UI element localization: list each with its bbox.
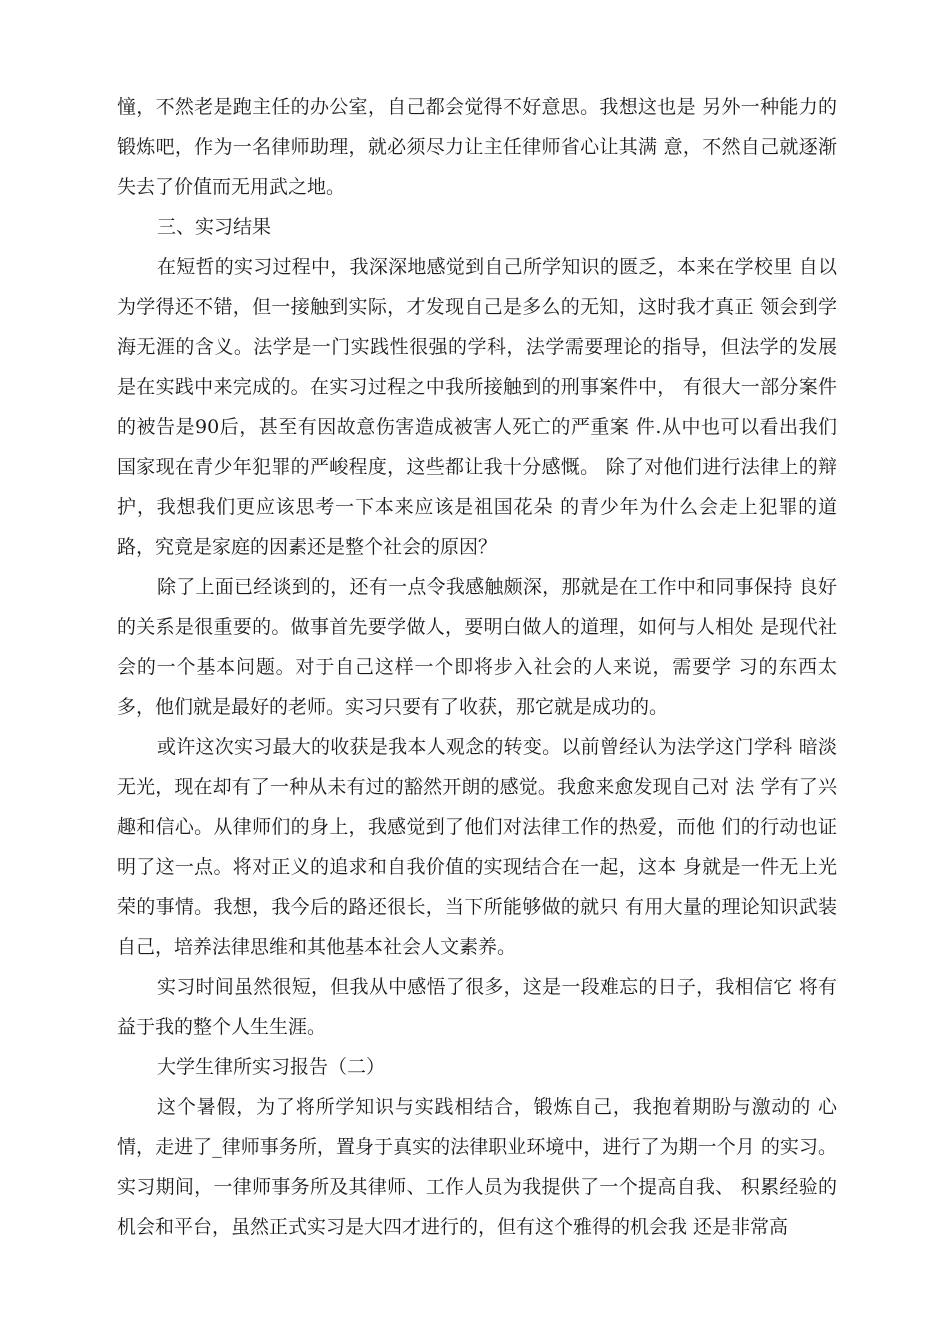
- report-two-title: 大学生律所实习报告（二）: [157, 1056, 386, 1078]
- paragraph-results-1: 在短哲的实习过程中，我深深地感觉到自己所学知识的匮乏，本来在学校里 自以为学得还不错，但一接触到实际，才发现自己是多么的无知，这时我才真正 领会到学海无涯的含义。法学是一门实践性很强的学科，法学需要理论的指导，但法学的发展是在实践中来完成的。在实习过程之中我所接触到的刑事案件中， 有很大一部分案件的被告是90后，甚至有因故意伤害造成被害人死亡的严重案 件.从中也可以看出我们国家现在青少年犯罪的严峻程度，这些都让我十分感慨。 除了对他们进行法律上的辩护，我想我们更应该思考一下本来应该是祖国花朵 的青少年为什么会走上犯罪的道路，究竟是家庭的因素还是整个社会的原因？: [117, 256, 837, 558]
- document-body: [117, 87, 837, 1247]
- paragraph-continuation: 憧，不然老是跑主任的办公室，自己都会觉得不好意思。我想这也是 另外一种能力的锻炼吧，作为一名律师助理，就必须尽力让主任律师省心让其满 意，不然自己就逐渐失去了价值而无用武之地。: [117, 96, 837, 198]
- paragraph-results-2: 除了上面已经谈到的，还有一点令我感触颇深，那就是在工作中和同事保持 良好的关系是很重要的。做事首先要学做人，要明白做人的道理，如何与人相处 是现代社会的一个基本问题。对于自己这样一个即将步入社会的人来说，需要学 习的东西太多，他们就是最好的老师。实习只要有了收获，那它就是成功的。: [117, 576, 837, 718]
- section-heading-results: 三、实习结果: [157, 216, 272, 238]
- paragraph-results-3: 或许这次实习最大的收获是我本人观念的转变。以前曾经认为法学这门学科 暗淡无光，现在却有了一种从未有过的豁然开朗的感觉。我愈来愈发现自己对 法 学有了兴趣和信心。从律师们的身上，我感觉到了他们对法律工作的热爱，而他 们的行动也证明了这一点。将对正义的追求和自我价值的实现结合在一起，这本 身就是一件无上光荣的事情。我想，我今后的路还很长，当下所能够做的就只 有用大量的理论知识武装自己，培养法律思维和其他基本社会人文素养。: [117, 736, 837, 958]
- paragraph-report-two-1: 这个暑假，为了将所学知识与实践相结合，锻炼自己，我抱着期盼与激动的 心情，走进了_律师事务所，置身于真实的法律职业环境中，进行了为期一个月 的实习。实习期间，一律师事务所及其律师、工作人员为我提供了一个提高自我、 积累经验的机会和平台，虽然正式实习是大四才进行的，但有这个雅得的机会我 还是非常高: [117, 1096, 837, 1238]
- paragraph-results-4: 实习时间虽然很短，但我从中感悟了很多，这是一段难忘的日子，我相信它 将有益于我的整个人生生涯。: [117, 976, 837, 1038]
